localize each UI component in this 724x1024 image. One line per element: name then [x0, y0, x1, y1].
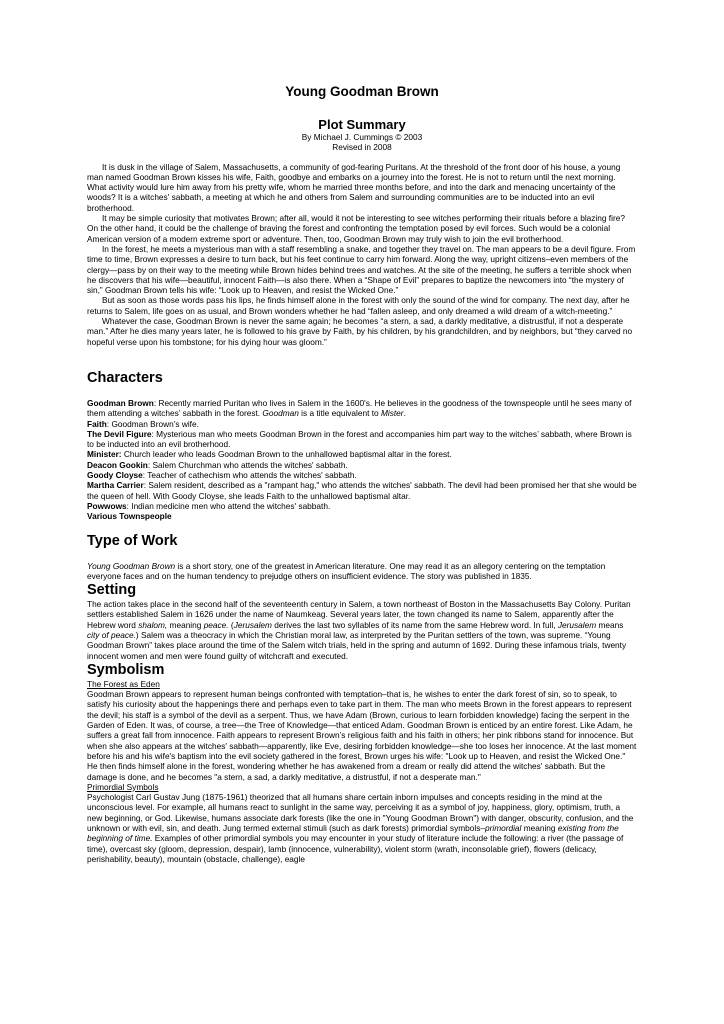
character-entry: Martha Carrier: Salem resident, described as a "rampant hag," who attends the witches' sabbath. The devil had been promised her that she would be the queen of hell. With Goody Cloyse, she leads Faith to the unhallowed baptismal altar. — [87, 480, 637, 501]
character-name: Powwows — [87, 500, 127, 511]
character-entry: Faith: Goodman Brown’s wife. — [87, 418, 199, 429]
document-page — [87, 84, 637, 864]
character-name: Martha Carrier — [87, 480, 144, 491]
character-name: The Devil Figure — [87, 428, 152, 439]
forest-as-eden-text: Goodman Brown appears to represent human beings confronted with temptation–that is, he wishes to enter the dark forest of sin, so to speak, to satisfy his curiosity about the happenings there and perhaps even to take part in them. The man who meets Brown in the forest appears to represent the devil; his staff is a symbol of the devil as a serpent. Thus, we have Adam (Brown, curious to learn forbidden knowledge) facing the serpent in the Garden of Eden. It was, of course, a tree—the Tree of Knowledge—that enticed Adam. Goodman Brown is enticed by an entire forest. Like Adam, he suffers a great fall from innocence. Faith appears to represent Brown’s religious faith and his faith in others; her pink ribbons stand for innocence. But when she also appears at the witches' sabbath—apparently, like Eve, desiring forbidden knowledge—she too loses her innocence. At the last moment before his and his wife's baptism into the evil society gathered in the forest, Brown urges his wife: "Look up to Heaven, and resist the Wicked One." He then finds himself alone in the forest, wondering whether he has awakened from a dream or really did attend the witches' sabbath. But the damage is done, and he becomes "a stern, a sad, a darkly meditative, a distrustful, if not a desperate man." — [87, 689, 637, 782]
character-name: Goodman Brown — [87, 397, 154, 408]
setting-heading: Setting — [87, 582, 137, 599]
symbolism-heading: Symbolism — [87, 661, 165, 678]
character-entry: Goody Cloyse: Teacher of cathechism who attends the witches' sabbath. — [87, 470, 357, 481]
type-of-work-text: Young Goodman Brown is a short story, one of the greatest in American literature. One may read it as an allegory centering on the temptation everyone faces and on the human tendency to prejudge others on insufficient evidence. The story was published in 1835. — [87, 560, 606, 581]
character-entry: The Devil Figure: Mysterious man who meets Goodman Brown in the forest and accompanies him part way to the witches’ sabbath, where Brown is to be inducted into an evil brotherhood. — [87, 428, 632, 450]
type-of-work-heading: Type of Work — [87, 532, 178, 549]
plot-summary-body — [87, 162, 637, 347]
character-name: Various Townspeople — [87, 511, 172, 522]
summary-paragraph: Whatever the case, Goodman Brown is never the same again; he becomes “a stern, a sad, a darkly meditative, a distrustful, if not a desperate man.” After he dies many years later, he is followed to his grave by Faith, by his children, by his grandchildren, and by neighbors, but “they carved no hopeful verse upon his tombstone; for his dying hour was gloom.” — [87, 316, 633, 347]
character-name: Faith — [87, 418, 107, 429]
character-entry — [87, 511, 637, 521]
character-name: Minister: — [87, 449, 122, 460]
character-entry: Deacon Gookin: Salem Churchman who attends the witches' sabbath. — [87, 459, 348, 470]
character-name: Deacon Gookin — [87, 459, 148, 470]
plot-summary-heading: Plot Summary — [318, 117, 406, 132]
setting-text: The action takes place in the second half of the seventeenth century in Salem, a town northeast of Boston in the Massachusetts Bay Colony. Puritan settlers established Salem in 1626 under the name of Naumkeag. Several years later, the town changed its name to Salem, apparently after the Hebrew word shalom, meaning peace. (Jerusalem derives the last two syllables of its name from the same Hebrew word. In full, Jerusalem means city of peace.) Salem was a theocracy in which the Christian moral law, as interpreted by the Puritan settlers of the town, was supreme. “Young Goodman Brown” takes place around the time of the Salem witch trials, held in the spring and autumn of 1692. During these infamous trials, twenty innocent women and men were found guilty of witchcraft and executed. — [87, 599, 631, 661]
summary-paragraph: It is dusk in the village of Salem, Massachusetts, a community of god-fearing Puritans. At the threshold of the front door of his house, a young man named Goodman Brown kisses his wife, Faith, goodbye and embarks on a journey into the forest. He is not to return until the next morning. What activity would lure him away from his pretty wife, whom he married three months before, and into the dark and menacing uncertainty of the woods? It is a witches' sabbath, a meeting at which he and others from Salem and surrounding communities are to be inducted into an evil brotherhood. — [87, 161, 621, 213]
character-list — [87, 398, 637, 522]
revised-date: Revised in 2008 — [332, 142, 392, 153]
character-entry: Minister: Church leader who leads Goodman Brown to the unhallowed baptismal altar in the forest. — [87, 449, 452, 460]
character-entry: Goodman Brown: Recently married Puritan who lives in Salem in the 1600's. He believes in the goodness of the townspeople until he sees many of them attending a witches’ sabbath in the forest. Goodman is a title equivalent to Mister. — [87, 397, 632, 419]
summary-paragraph: In the forest, he meets a mysterious man with a staff resembling a snake, and together they travel on. The man appears to be a devil figure. From time to time, Brown expresses a desire to turn back, but his feet continue to carry him forward. Along the way, upright citizens–even members of the clergy—pass by on their way to the meeting while Brown hides behind trees and watches. At the site of the meeting, he suffers a terrible shock when he discovers that his wife—beautiful, innocent Faith—is also there. When a “Shape of Evil” prepares to baptize the newcomers into “the mystery of sin,” Goodman Brown tells his wife: “Look up to Heaven, and resist the Wicked One.” — [87, 243, 636, 296]
primordial-symbols-text: Psychologist Carl Gustav Jung (1875-1961) theorized that all humans share certain inborn impulses and concepts residing in the mind at the unconscious level. For example, all humans react to sunlight in the same way, perceiving it as a symbol of joy, happiness, glory, optimism, truth, a new beginning, or God. Likewise, humans associate dark forests (like the one in "Young Goodman Brown") with danger, obscurity, confusion, and the unknown or with evil, sin, and death. Jung termed external stimuli (such as dark forests) primordial symbols–primordial meaning existing from the beginning of time. Examples of other primordial symbols you may encounter in your study of literature include the following: a river (the passage of time), overcast sky (gloom, depression, despair), lamb (innocence, vulnerability), violent storm (wrath, inconsolable grief), flowers (delicacy, perishability, beauty), mountain (obstacle, challenge), eagle — [87, 792, 634, 864]
characters-heading: Characters — [87, 369, 163, 386]
primordial-symbols-subheading: Primordial Symbols — [87, 781, 159, 792]
summary-paragraph: But as soon as those words pass his lips, he finds himself alone in the forest with only the sound of the wind for company. The next day, after he returns to Salem, life goes on as usual, and Brown wonders whether he had “fallen asleep, and only dreamed a wild dream of a witch-meeting.” — [87, 295, 630, 316]
byline: By Michael J. Cummings © 2003 — [301, 132, 423, 142]
character-entry: Powwows: Indian medicine men who attend the witches' sabbath. — [87, 500, 331, 511]
character-name: Goody Cloyse — [87, 470, 143, 481]
document-title: Young Goodman Brown — [285, 84, 439, 99]
summary-paragraph: It may be simple curiosity that motivates Brown; after all, would it not be interesting to see witches performing their rituals before a blazing fire? On the other hand, it could be the challenge of braving the forest and confronting the temptation posed by evil forces. Such would be a colonial American version of a modern extreme sport or adventure. Then, too, Goodman Brown may truly wish to join the evil brotherhood. — [87, 213, 625, 244]
forest-as-eden-subheading: The Forest as Eden — [87, 678, 160, 689]
